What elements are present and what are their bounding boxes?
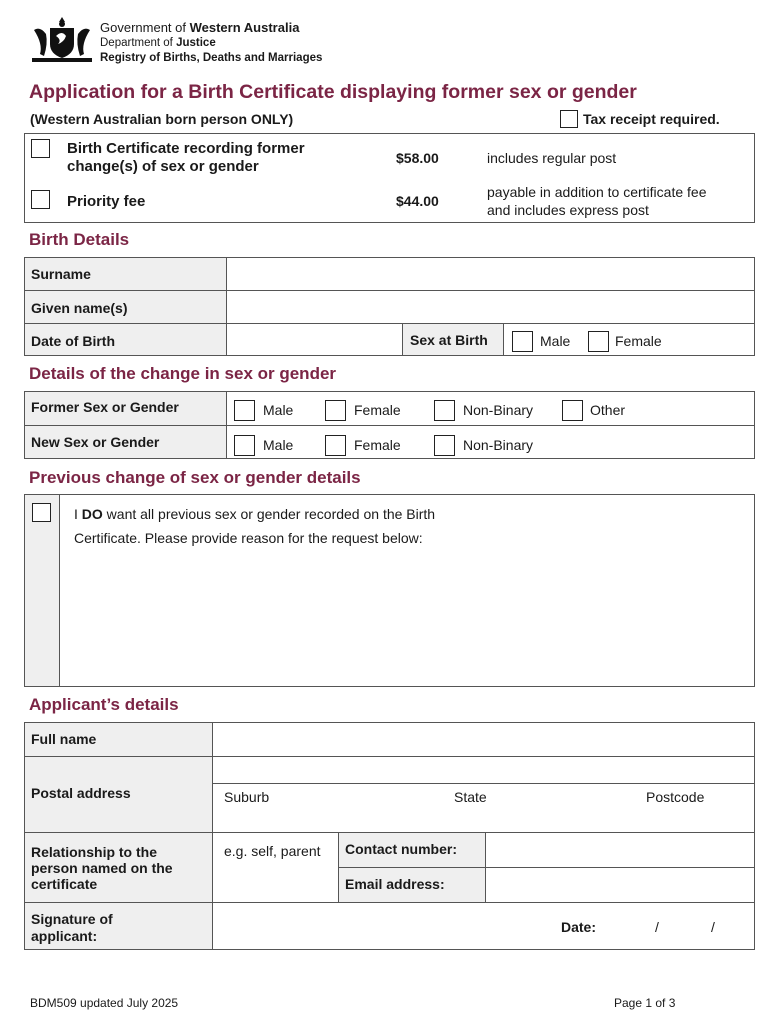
previous-change-text-pre: I [74,506,82,522]
page-number: Page 1 of 3 [614,996,676,1010]
previous-change-text-line1 [74,506,435,522]
date-separator-1: / [655,919,659,935]
email-address-label: Email address: [345,876,445,892]
certificate-fee-note: includes regular post [487,150,617,166]
wa-coat-of-arms-icon [28,14,96,66]
sex-at-birth-female-label: Female [615,333,662,349]
new-female-label: Female [354,437,401,453]
change-details-heading: Details of the change in sex or gender [29,364,337,383]
priority-fee-checkbox[interactable] [31,190,50,209]
signature-label-line1: Signature of [31,911,113,927]
previous-change-text-line2: Certificate. Please provide reason for the request below: [74,530,423,546]
page-subtitle: (Western Australian born person ONLY) [30,111,294,127]
gov-prefix: Government of [100,20,190,35]
previous-change-reason-input[interactable] [60,555,754,686]
relationship-label-line2: person named on the [31,860,173,876]
certificate-fee-label-line2: change(s) of sex or gender [67,158,259,175]
dept-name: Justice [176,37,216,49]
new-female-checkbox[interactable] [325,435,346,456]
postal-address-label: Postal address [31,785,131,801]
date-of-birth-input[interactable] [227,324,402,356]
signature-input[interactable] [213,903,543,949]
date-of-birth-label: Date of Birth [31,333,115,349]
former-other-label: Other [590,402,626,418]
former-non-binary-label: Non-Binary [463,402,534,418]
previous-change-text-do: DO [81,506,103,522]
sex-at-birth-male-label: Male [540,333,571,349]
relationship-hint[interactable]: e.g. self, parent [224,843,321,859]
new-non-binary-label: Non-Binary [463,437,534,453]
dept-prefix: Department of [100,37,177,49]
priority-fee-price: $44.00 [396,193,439,209]
email-address-input[interactable] [486,868,754,902]
full-name-label: Full name [31,731,97,747]
new-male-label: Male [263,437,294,453]
former-non-binary-checkbox[interactable] [434,400,455,421]
former-sex-label: Former Sex or Gender [31,399,179,415]
former-female-label: Female [354,402,401,418]
given-names-input[interactable] [227,291,754,323]
contact-number-label: Contact number: [345,841,457,857]
previous-change-text-post: want all previous sex or gender recorded on the Birth [102,506,436,522]
department-line [100,37,216,49]
new-non-binary-checkbox[interactable] [434,435,455,456]
postcode-label: Postcode [646,789,705,805]
given-names-label: Given name(s) [31,300,128,316]
date-label: Date: [561,919,597,935]
signature-label-line2: applicant: [31,928,98,944]
relationship-label-line1: Relationship to the [31,844,157,860]
tax-receipt-checkbox[interactable] [560,110,578,128]
former-female-checkbox[interactable] [325,400,346,421]
sex-at-birth-male-checkbox[interactable] [512,331,533,352]
former-male-checkbox[interactable] [234,400,255,421]
new-sex-label: New Sex or Gender [31,434,160,450]
government-line [100,20,299,35]
previous-change-checkbox[interactable] [32,503,51,522]
priority-fee-note-line1: payable in addition to certificate fee [487,184,707,200]
birth-details-heading: Birth Details [29,230,130,249]
certificate-fee-label-line1: Birth Certificate recording former [67,140,305,157]
certificate-fee-price: $58.00 [396,150,439,166]
suburb-label: Suburb [224,789,270,805]
applicant-details-heading: Applicant’s details [29,695,179,714]
postal-address-input[interactable] [213,757,754,783]
page-title: Application for a Birth Certificate displaying former sex or gender [29,81,637,103]
surname-label: Surname [31,266,91,282]
relationship-label-line3: certificate [31,876,98,892]
form-code: BDM509 updated July 2025 [30,996,179,1010]
surname-input[interactable] [227,258,754,290]
sex-at-birth-label: Sex at Birth [410,332,488,348]
priority-fee-label: Priority fee [67,193,146,210]
full-name-input[interactable] [213,723,754,756]
registry-line: Registry of Births, Deaths and Marriages [100,52,323,64]
new-male-checkbox[interactable] [234,435,255,456]
sex-at-birth-female-checkbox[interactable] [588,331,609,352]
former-other-checkbox[interactable] [562,400,583,421]
certificate-fee-checkbox[interactable] [31,139,50,158]
contact-number-input[interactable] [486,833,754,867]
previous-change-heading: Previous change of sex or gender details [29,468,361,487]
priority-fee-note-line2: and includes express post [487,202,649,218]
gov-name: Western Australia [189,20,300,35]
tax-receipt-label: Tax receipt required. [583,111,720,127]
date-separator-2: / [711,919,715,935]
state-label: State [454,789,487,805]
former-male-label: Male [263,402,294,418]
